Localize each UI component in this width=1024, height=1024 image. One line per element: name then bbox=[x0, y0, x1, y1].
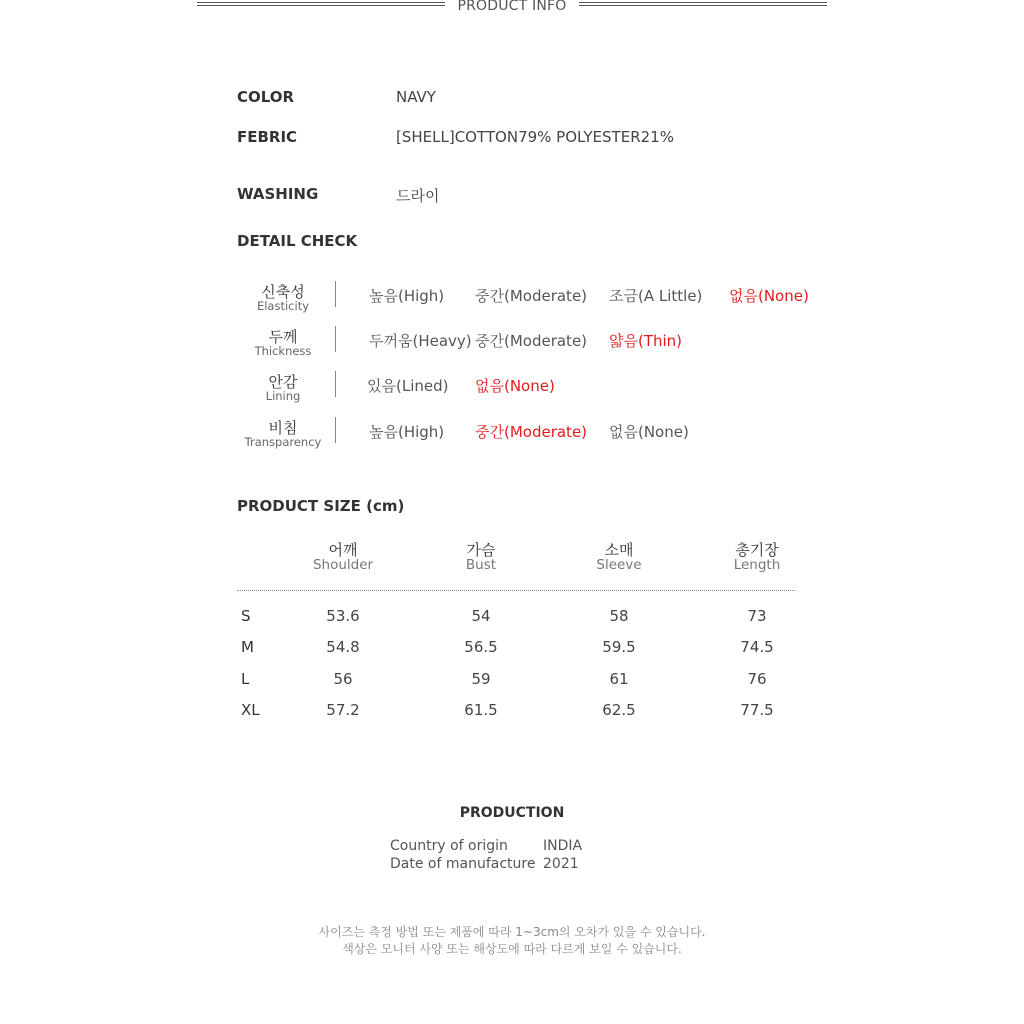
detail-separator bbox=[335, 417, 336, 443]
detail-item-label: 비침 bbox=[268, 419, 298, 437]
detail-item-sublabel: Thickness bbox=[254, 344, 312, 358]
detail-item-label: 두께 bbox=[268, 328, 298, 346]
size-cell: 58 bbox=[609, 607, 629, 625]
size-row-label: S bbox=[241, 607, 251, 625]
detail-option-selected: 중간(Moderate) bbox=[475, 423, 588, 441]
size-column-header: 가슴 bbox=[466, 541, 496, 559]
size-cell: 59.5 bbox=[602, 638, 636, 656]
size-column-subheader: Length bbox=[733, 557, 781, 573]
size-note: 사이즈는 측정 방법 또는 제품에 따라 1~3cm의 오차가 있을 수 있습니다. bbox=[318, 925, 706, 939]
size-row-label: XL bbox=[241, 701, 260, 719]
detail-option: 없음(None) bbox=[609, 423, 689, 441]
detail-item-label: 안감 bbox=[268, 373, 298, 391]
header-rule-left-top bbox=[197, 2, 445, 3]
washing-value: 드라이 bbox=[396, 187, 440, 205]
size-cell: 61.5 bbox=[464, 701, 498, 719]
detail-item-sublabel: Elasticity bbox=[256, 299, 310, 313]
header-rule-right-top bbox=[579, 2, 827, 3]
detail-option: 높음(High) bbox=[369, 287, 445, 305]
size-cell: 76 bbox=[747, 670, 767, 688]
color-note: 색상은 모니터 사양 또는 해상도에 따라 다르게 보일 수 있습니다. bbox=[342, 942, 682, 956]
size-column-subheader: Sleeve bbox=[596, 557, 642, 573]
detail-option: 중간(Moderate) bbox=[475, 332, 588, 350]
production-title: PRODUCTION bbox=[459, 805, 565, 821]
detail-option: 높음(High) bbox=[369, 423, 445, 441]
size-column-subheader: Shoulder bbox=[312, 557, 374, 573]
color-value: NAVY bbox=[396, 88, 436, 106]
size-cell: 57.2 bbox=[326, 701, 360, 719]
size-cell: 62.5 bbox=[602, 701, 636, 719]
manufacture-date-value: 2021 bbox=[543, 856, 579, 872]
size-cell: 61 bbox=[609, 670, 629, 688]
color-label: COLOR bbox=[237, 88, 295, 106]
fabric-value: [SHELL]COTTON79% POLYESTER21% bbox=[396, 128, 674, 146]
header-rule-left-bottom bbox=[197, 5, 445, 6]
detail-item-sublabel: Transparency bbox=[244, 435, 322, 449]
detail-item-label: 신축성 bbox=[261, 283, 305, 301]
size-column-header: 총기장 bbox=[735, 541, 779, 559]
size-cell: 77.5 bbox=[740, 701, 774, 719]
size-table-divider bbox=[237, 590, 795, 591]
detail-check-label: DETAIL CHECK bbox=[237, 232, 358, 250]
size-row-label: L bbox=[241, 670, 250, 688]
detail-separator bbox=[335, 281, 336, 307]
page-title: PRODUCT INFO bbox=[457, 0, 567, 14]
detail-option: 있음(Lined) bbox=[367, 377, 449, 395]
manufacture-date-label: Date of manufacture bbox=[390, 856, 536, 872]
header-rule-right-bottom bbox=[579, 5, 827, 6]
origin-value: INDIA bbox=[543, 838, 583, 854]
washing-label: WASHING bbox=[237, 185, 319, 203]
detail-option-selected: 없음(None) bbox=[729, 287, 809, 305]
detail-separator bbox=[335, 371, 336, 397]
size-cell: 54.8 bbox=[326, 638, 360, 656]
size-cell: 53.6 bbox=[326, 607, 360, 625]
size-cell: 74.5 bbox=[740, 638, 774, 656]
size-cell: 56.5 bbox=[464, 638, 498, 656]
detail-option: 조금(A Little) bbox=[609, 287, 703, 305]
detail-option-selected: 얇음(Thin) bbox=[609, 332, 683, 350]
origin-label: Country of origin bbox=[390, 838, 508, 854]
detail-item-sublabel: Lining bbox=[265, 389, 301, 403]
detail-separator bbox=[335, 326, 336, 352]
detail-option-selected: 없음(None) bbox=[475, 377, 555, 395]
size-column-header: 어깨 bbox=[328, 541, 358, 559]
size-cell: 56 bbox=[333, 670, 353, 688]
fabric-label: FEBRIC bbox=[237, 128, 298, 146]
size-column-header: 소매 bbox=[604, 541, 634, 559]
detail-option: 중간(Moderate) bbox=[475, 287, 588, 305]
size-cell: 73 bbox=[747, 607, 767, 625]
product-size-title: PRODUCT SIZE (cm) bbox=[237, 497, 405, 515]
size-cell: 54 bbox=[471, 607, 491, 625]
size-cell: 59 bbox=[471, 670, 491, 688]
size-column-subheader: Bust bbox=[465, 557, 497, 573]
size-row-label: M bbox=[241, 638, 254, 656]
detail-option: 두꺼움(Heavy) bbox=[369, 332, 472, 350]
